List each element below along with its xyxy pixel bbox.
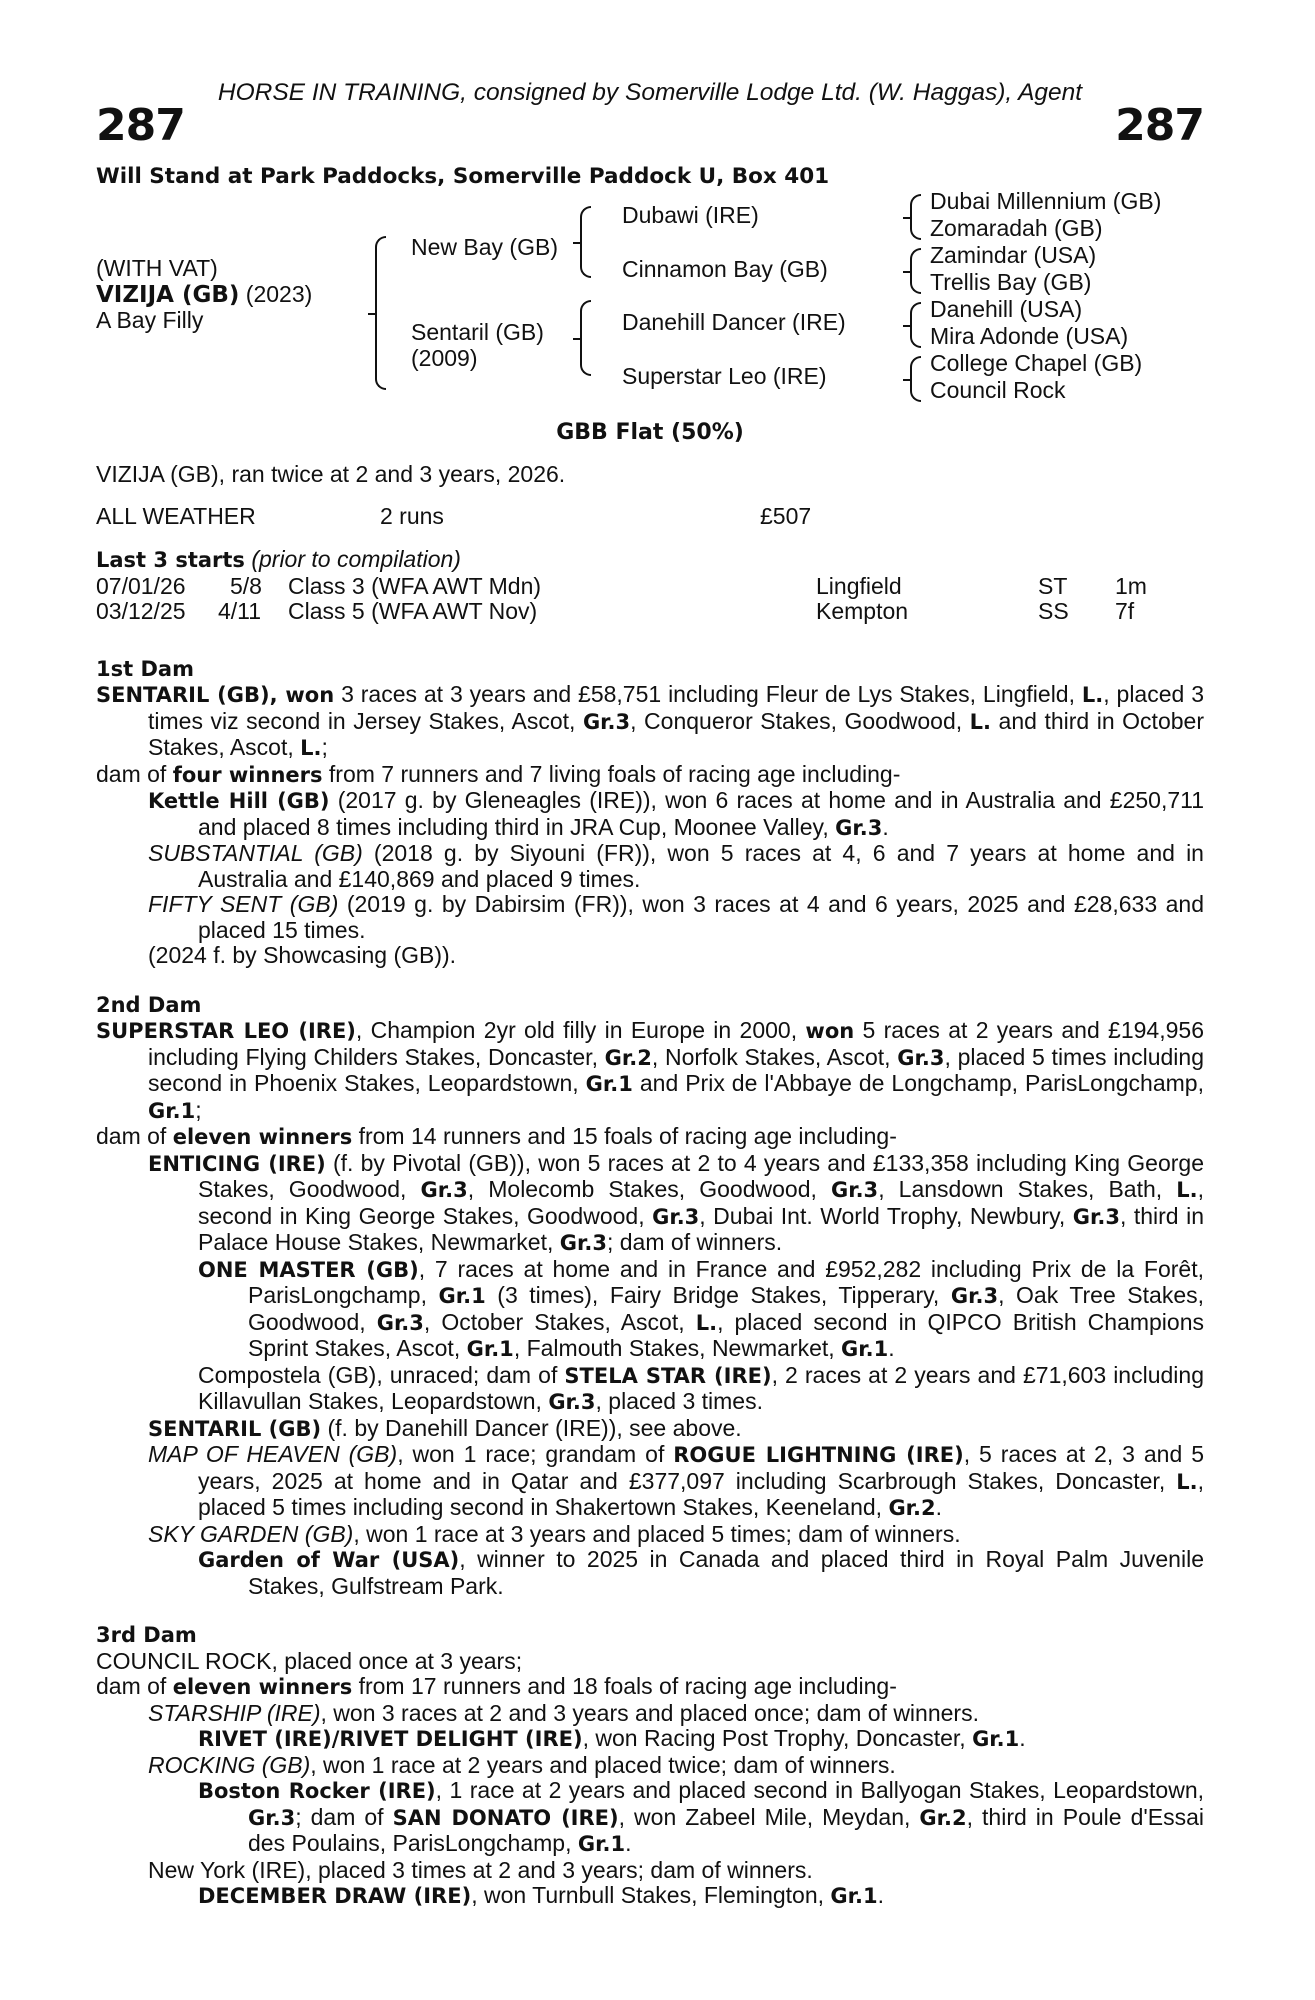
- first-dam-produce-line: [96, 762, 1204, 789]
- produce-item: [96, 1522, 1204, 1548]
- text-run: , placed second in QIPCO British Champions Sprint Stakes, Ascot,: [248, 1308, 1205, 1361]
- bold-text-run: Gr.2: [888, 1496, 936, 1520]
- third-dam-section: [96, 1623, 1204, 1910]
- text-run: , Norfolk Stakes, Ascot,: [651, 1043, 898, 1070]
- second-dam-heading: 2nd Dam: [96, 992, 202, 1017]
- last-starts-title: Last 3 starts: [96, 548, 245, 572]
- start-going: ST: [1038, 572, 1068, 599]
- text-run: and third in October Stakes, Ascot,: [148, 707, 1204, 760]
- bold-text-run: L.: [969, 709, 992, 734]
- produce-item: [96, 841, 1204, 892]
- text-run: , Champion 2yr old filly in Europe in 2000,: [355, 1017, 806, 1043]
- italic-text-run: SUBSTANTIAL (GB): [148, 840, 363, 866]
- text-run: , Dubai Int. World Trophy, Newbury,: [699, 1202, 1073, 1229]
- produce-item: [96, 1442, 1204, 1522]
- text-run: , won 3 races at 2 and 3 years and placed once; dam of winners.: [320, 1699, 979, 1726]
- text-run: , Falmouth Stakes, Newmarket,: [513, 1335, 842, 1361]
- text-run: , Oak Tree Stakes, Goodwood,: [248, 1282, 1205, 1335]
- bold-text-run: Gr.1: [148, 1098, 196, 1123]
- gg-8: Council Rock: [930, 377, 1066, 403]
- bold-text-run: Gr.1: [585, 1072, 633, 1096]
- start-position: 4/11: [218, 598, 262, 624]
- sire: New Bay (GB): [411, 234, 558, 260]
- start-row: [96, 599, 1204, 625]
- bold-text-run: Gr.3: [1072, 1204, 1120, 1229]
- start-distance: 1m: [1115, 572, 1147, 599]
- bold-text-run: Gr.3: [897, 1045, 945, 1070]
- text-run: , placed 5 times including second in Phoenix Stakes, Leopardstown,: [148, 1043, 1204, 1096]
- gg-7: College Chapel (GB): [930, 350, 1143, 376]
- text-run: dam of: [96, 760, 173, 787]
- text-run: , winner to 2025 in Canada and placed third in Royal Palm Juvenile Stakes, Gulfstream Park.: [248, 1546, 1204, 1599]
- text-run: and Prix de l'Abbaye de Longchamp, ParisLongchamp,: [632, 1070, 1204, 1096]
- text-run: , won 1 race at 2 years and placed twice; dam of winners.: [310, 1751, 896, 1778]
- bold-text-run: L.: [695, 1310, 718, 1335]
- bold-text-run: Gr.3: [835, 815, 883, 840]
- sire-dam: Cinnamon Bay (GB): [622, 256, 828, 282]
- text-run: , placed 5 times including second in Shakertown Stakes, Keeneland,: [198, 1467, 1204, 1520]
- text-run: 5 races at 2 years and £194,956 including Flying Childers Stakes, Doncaster,: [148, 1017, 1204, 1070]
- bold-text-run: Gr.3: [950, 1284, 999, 1308]
- gg-4: Trellis Bay (GB): [930, 269, 1092, 295]
- text-run: (f. by Pivotal (GB)), won 5 races at 2 to 4 years and £133,358 including King George Stakes, Goodwood,: [198, 1149, 1204, 1202]
- text-run: , Conqueror Stakes, Goodwood,: [630, 707, 970, 734]
- third-dam-produce-line: [96, 1674, 1204, 1701]
- text-run: from 17 runners and 18 foals of racing age including-: [352, 1673, 897, 1699]
- text-run: .: [1019, 1725, 1026, 1751]
- text-run: , won Turnbull Stakes, Flemington,: [471, 1882, 831, 1908]
- text-run: , third in Poule d'Essai des Poulains, ParisLongchamp,: [248, 1803, 1204, 1856]
- bold-text-run: Gr.1: [830, 1884, 878, 1908]
- third-dam-heading: 3rd Dam: [96, 1623, 197, 1647]
- last-starts-heading: [96, 547, 1204, 574]
- text-run: ;: [195, 1096, 202, 1123]
- gg-3: Zamindar (USA): [930, 242, 1097, 268]
- lot-number-row: [96, 100, 1204, 154]
- horse-year: (2023): [245, 281, 313, 307]
- record-runs: 2 runs: [380, 502, 444, 529]
- brace-g12: [910, 194, 921, 240]
- text-run: from 14 runners and 15 foals of racing age including-: [352, 1123, 897, 1149]
- italic-text-run: ROCKING (GB): [148, 1751, 311, 1778]
- bold-text-run: Garden of War (USA): [198, 1548, 460, 1572]
- produce-item: [96, 1547, 1204, 1599]
- bold-text-run: L.: [1176, 1469, 1198, 1494]
- brace-g56: [910, 302, 921, 348]
- bold-text-run: Gr.3: [376, 1310, 424, 1335]
- catalogue-page: [96, 78, 1204, 1910]
- bold-text-run: won: [285, 683, 335, 707]
- bold-text-run: Gr.3: [830, 1178, 879, 1202]
- dam-dam: Superstar Leo (IRE): [622, 363, 827, 389]
- horse-name: VIZIJA (GB): [96, 282, 240, 308]
- start-race: Class 3 (WFA AWT Mdn): [288, 572, 542, 599]
- text-run: , 1 race at 2 years and placed second in Ballyogan Stakes, Leopardstown,: [435, 1777, 1204, 1803]
- first-dam-heading: 1st Dam: [96, 656, 194, 681]
- produce-item: [96, 1257, 1204, 1363]
- start-date: 03/12/25: [96, 598, 186, 624]
- start-course: Kempton: [816, 598, 909, 624]
- horse-description: A Bay Filly: [96, 307, 204, 333]
- start-distance: 7f: [1115, 598, 1135, 624]
- dam: Sentaril (GB): [411, 319, 544, 345]
- text-run: , won 1 race at 3 years and placed 5 times; dam of winners.: [353, 1520, 961, 1547]
- text-run: , placed 3 times.: [595, 1388, 763, 1414]
- bold-text-run: SAN DONATO (IRE): [392, 1805, 619, 1830]
- start-going: SS: [1038, 598, 1069, 624]
- produce-item: [96, 1363, 1204, 1416]
- text-run: ; dam of winners.: [606, 1229, 783, 1255]
- text-run: from 7 runners and 7 living foals of racing age including-: [322, 760, 901, 787]
- bold-text-run: SUPERSTAR LEO (IRE): [96, 1019, 356, 1043]
- lot-number-right: 287: [1115, 100, 1204, 151]
- produce-item: [96, 1778, 1204, 1858]
- race-summary: VIZIJA (GB), ran twice at 2 and 3 years, 2026.: [96, 461, 566, 487]
- text-run: (2018 g. by Siyouni (FR)), won 5 races at 4, 6 and 7 years at home and in Australia and £140,869 and placed 9 times.: [198, 840, 1204, 892]
- text-run: , second in King George Stakes, Goodwood,: [198, 1176, 1204, 1229]
- brace-sire: [580, 206, 591, 278]
- start-position: 5/8: [230, 572, 262, 599]
- bold-text-run: Kettle Hill (GB): [148, 789, 330, 813]
- bold-text-run: L.: [1081, 683, 1104, 707]
- text-run: dam of: [96, 1673, 173, 1699]
- bold-text-run: four winners: [172, 762, 323, 787]
- text-run: .: [935, 1494, 943, 1520]
- bold-text-run: ENTICING (IRE): [148, 1151, 326, 1176]
- brace-parents: [375, 236, 386, 390]
- produce-item: [96, 1883, 1204, 1910]
- second-dam-produce-line: [96, 1124, 1204, 1151]
- bold-text-run: Boston Rocker (IRE): [198, 1779, 436, 1803]
- text-run: (3 times), Fairy Bridge Stakes, Tipperary,: [485, 1282, 951, 1308]
- first-dam-section: [96, 657, 1204, 969]
- text-run: , Molecomb Stakes, Goodwood,: [467, 1176, 831, 1202]
- bold-text-run: Gr.1: [577, 1832, 626, 1856]
- bold-text-run: Gr.3: [652, 1204, 700, 1229]
- text-run: , 2 races at 2 years and £71,603 including Killavullan Stakes, Leopardstown,: [198, 1361, 1204, 1414]
- race-record: [96, 504, 1204, 530]
- bold-text-run: won: [805, 1019, 855, 1043]
- dam-sire: Danehill Dancer (IRE): [622, 309, 846, 335]
- first-dam-record: [96, 682, 1204, 762]
- produce-item: [96, 788, 1204, 841]
- bold-text-run: Gr.3: [248, 1805, 296, 1830]
- horse-name-line: [96, 281, 312, 308]
- gg-6: Mira Adonde (USA): [930, 323, 1129, 349]
- last-starts-note: (prior to compilation): [251, 546, 461, 572]
- lot-number-left: 287: [96, 100, 185, 151]
- gg-5: Danehill (USA): [930, 296, 1083, 322]
- bold-text-run: eleven winners: [172, 1125, 353, 1149]
- text-run: , won Racing Post Trophy, Doncaster,: [582, 1725, 973, 1751]
- text-run: ;: [321, 734, 328, 760]
- italic-text-run: STARSHIP (IRE): [148, 1699, 321, 1726]
- bold-text-run: SENTARIL (GB),: [96, 683, 286, 707]
- bold-text-run: Gr.2: [919, 1805, 967, 1830]
- bold-text-run: Gr.1: [841, 1337, 889, 1361]
- produce-item: [96, 892, 1204, 943]
- bold-text-run: DECEMBER DRAW (IRE): [198, 1884, 472, 1908]
- text-run: , third in Palace House Stakes, Newmarket,: [198, 1202, 1204, 1255]
- text-run: (f. by Danehill Dancer (IRE)), see above.: [321, 1414, 742, 1441]
- produce-item: [96, 1726, 1204, 1753]
- text-run: (2019 g. by Dabirsim (FR)), won 3 races at 4 and 6 years, 2025 and £28,633 and placed 15 times.: [198, 891, 1204, 943]
- bold-text-run: Gr.3: [548, 1390, 596, 1414]
- brace-g78: [910, 356, 921, 402]
- italic-text-run: SKY GARDEN (GB): [148, 1520, 354, 1547]
- italic-text-run: MAP OF HEAVEN (GB): [148, 1441, 398, 1467]
- dam-year: (2009): [411, 345, 478, 371]
- second-dam-section: [96, 993, 1204, 1600]
- bold-text-run: Gr.1: [438, 1284, 486, 1308]
- stand-location: Will Stand at Park Paddocks, Somerville Paddock U, Box 401: [96, 164, 830, 189]
- gg-2: Zomaradah (GB): [930, 215, 1103, 241]
- gg-1: Dubai Millennium (GB): [930, 188, 1162, 214]
- bold-text-run: Gr.3: [582, 709, 631, 734]
- text-run: 3 races at 3 years and £58,751 including Fleur de Lys Stakes, Lingfield,: [334, 681, 1082, 707]
- pedigree-table: [96, 188, 1204, 412]
- text-run: dam of: [96, 1123, 173, 1149]
- rating: GBB Flat (50%): [556, 420, 744, 445]
- text-run: , October Stakes, Ascot,: [423, 1308, 696, 1335]
- bold-text-run: ROGUE LIGHTNING (IRE): [673, 1443, 964, 1467]
- text-run: Compostela (GB), unraced; dam of: [198, 1361, 565, 1388]
- text-run: , placed 3 times viz second in Jersey Stakes, Ascot,: [148, 681, 1204, 734]
- brace-dam: [580, 300, 591, 376]
- record-surface: ALL WEATHER: [96, 502, 256, 529]
- text-run: , won Zabeel Mile, Meydan,: [618, 1803, 920, 1830]
- start-course: Lingfield: [816, 572, 902, 599]
- text-run: ; dam of: [295, 1803, 393, 1830]
- text-run: (2017 g. by Gleneagles (IRE)), won 6 races at home and in Australia and £250,711 and placed 8 times including third in JRA Cup, Moonee Valley,: [198, 787, 1204, 840]
- text-run: .: [888, 1335, 895, 1361]
- text-run: .: [882, 813, 889, 840]
- bold-text-run: SENTARIL (GB): [148, 1416, 322, 1441]
- third-dam-record: COUNCIL ROCK, placed once at 3 years;: [96, 1647, 523, 1674]
- start-row: [96, 574, 1204, 600]
- produce-item: [96, 1151, 1204, 1257]
- text-run: , Lansdown Stakes, Bath,: [878, 1176, 1177, 1202]
- produce-item: New York (IRE), placed 3 times at 2 and 3 years; dam of winners.: [148, 1856, 813, 1883]
- vat-label: (WITH VAT): [96, 255, 218, 281]
- consignment-line: HORSE IN TRAINING, consigned by Somerville Lodge Ltd. (W. Haggas), Agent: [217, 79, 1083, 106]
- record-earnings: £507: [760, 502, 812, 529]
- italic-text-run: FIFTY SENT (GB): [148, 891, 339, 917]
- bold-text-run: Gr.3: [420, 1178, 468, 1202]
- produce-item: [96, 1753, 1204, 1779]
- bold-text-run: eleven winners: [172, 1675, 353, 1699]
- start-date: 07/01/26: [96, 572, 186, 599]
- produce-item: [96, 1416, 1204, 1443]
- sire-sire: Dubawi (IRE): [622, 202, 759, 228]
- bold-text-run: Gr.3: [559, 1231, 607, 1255]
- text-run: , 5 races at 2, 3 and 5 years, 2025 at home and in Qatar and £377,097 including Scarbrough Stakes, Doncaster,: [198, 1441, 1204, 1494]
- bold-text-run: Gr.2: [604, 1045, 652, 1070]
- text-run: , won 1 race; grandam of: [397, 1441, 674, 1467]
- produce-item: [96, 1701, 1204, 1727]
- bold-text-run: STELA STAR (IRE): [564, 1363, 772, 1388]
- bold-text-run: Gr.1: [972, 1727, 1020, 1751]
- brace-g34: [910, 248, 921, 294]
- second-dam-record: [96, 1018, 1204, 1124]
- bold-text-run: RIVET (IRE)/RIVET DELIGHT (IRE): [198, 1727, 583, 1751]
- bold-text-run: L.: [300, 736, 322, 760]
- text-run: , 7 races at home and in France and £952,282 including Prix de la Forêt, ParisLongchamp,: [248, 1255, 1205, 1308]
- bold-text-run: Gr.1: [466, 1337, 514, 1361]
- bold-text-run: ONE MASTER (GB): [198, 1257, 419, 1282]
- start-race: Class 5 (WFA AWT Nov): [288, 598, 538, 624]
- text-run: .: [877, 1882, 885, 1908]
- produce-item: (2024 f. by Showcasing (GB)).: [148, 942, 457, 968]
- text-run: .: [625, 1830, 632, 1856]
- bold-text-run: L.: [1176, 1178, 1198, 1202]
